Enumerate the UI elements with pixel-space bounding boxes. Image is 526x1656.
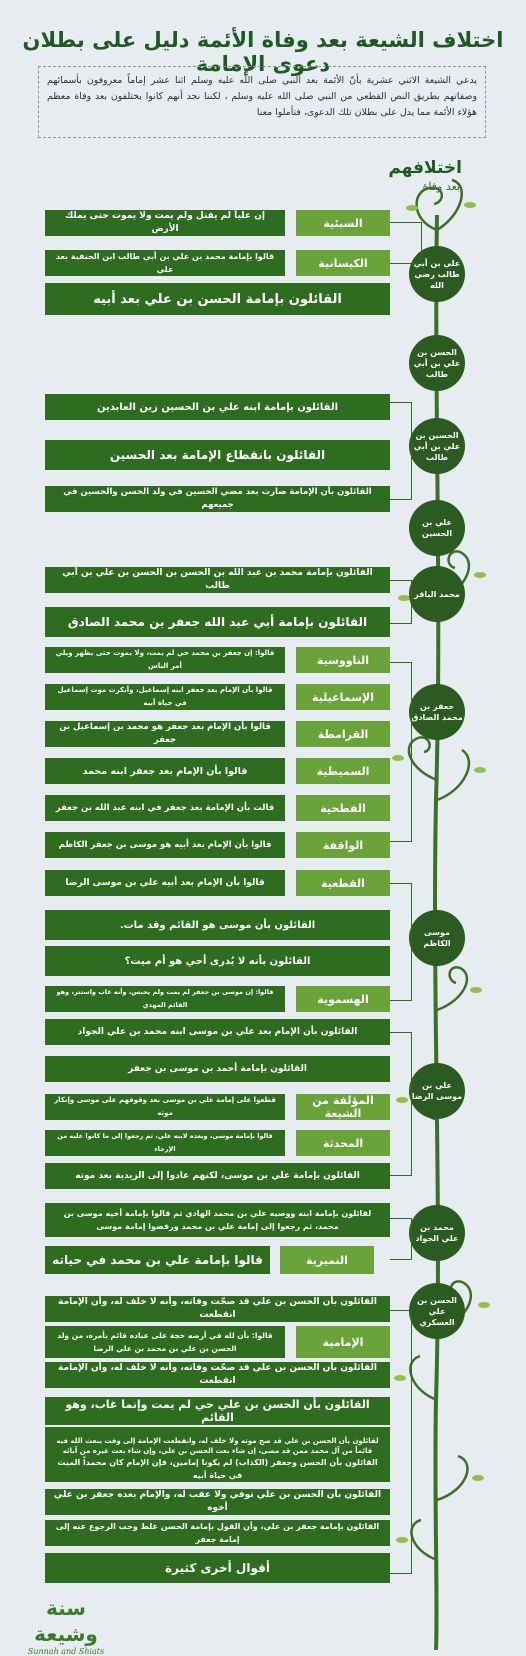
opinion-box: القائلون بانقطاع الإمامة بعد الحسين [45, 440, 390, 470]
opinion-box: القائلون بإمامة جعفر بن علي، وأن القول بإمامة الحسن غلط وجب الرجوع عنه إلى إمامة جعفر [45, 1520, 390, 1546]
opinion-box: القائلون بأن الحسن بن علي قد صحّت وفاته، وأنه لا خلف له، وأن الإمامة انقطعت [45, 1362, 390, 1388]
imam-circle-jawad: محمد بن علي الجواد [409, 1205, 465, 1261]
opinion-box: قالوا: إن موسى بن جعفر لم يمت ولم يحبس، وأنه غاب واستتر، وهو القائم المهدي [45, 986, 285, 1012]
connector-askari [390, 1310, 412, 1574]
opinion-box: القائلون بأن الحسن وجعفر (الكذاب) لم يكونا إمامين، فإن الإمام كان محمداً الميت في حياة أبيه [45, 1456, 390, 1482]
opinion-box: قالوا بإمامة محمد بن علي بن أبي طالب ابن الحنفية بعد علي [45, 250, 285, 276]
opinion-box: القائلون بإمامة علي بن موسى، لكنهم عادوا إلى الزيدية بعد موته [45, 1163, 390, 1189]
opinion-box: قالوا بأن الإمام بعد أبيه علي بن موسى الرضا [45, 870, 285, 896]
logo-english: Sunnah and Shiats [27, 1647, 105, 1656]
opinion-box: لقائلون بأن الحسن بن علي قد صح موته ولا خلف له، وانقطعت الإمامة إلى وقت يبعث الله فيه قائماً من آل محمد ممن قد مضى، إن شاء بعث الحسن بن علي، وإن شاء بعث غيره من آبائه [45, 1427, 390, 1465]
imam-circle-baqir: محمد الباقر [409, 566, 465, 622]
opinion-box: قطعوا على إمامة علي بن موسى بعد وقوفهم على موسى وإنكار موته [45, 1094, 285, 1120]
opinion-box: قالوا بإمامة علي بن محمد في حياته [45, 1246, 270, 1274]
site-logo [16, 1595, 116, 1656]
sect-label: القطعية [296, 870, 390, 896]
sect-label: القرامطة [296, 721, 390, 747]
opinion-box: قالوا بإمامة موسى، وبعده لابنه علي، ثم رجعوا إلى ما كانوا عليه من الإرجاء [45, 1130, 285, 1156]
opinion-box: القائلون بأن الحسن بن علي قد صحّت وفاته، وأنه لا خلف له، وأن الإمامة انقطعت [45, 1296, 390, 1322]
sect-label: النميرية [280, 1246, 374, 1274]
connector-rida [390, 1032, 412, 1176]
opinion-box: أقوال أخرى كثيرة [45, 1553, 390, 1583]
opinion-box: القائلون بإمامة أبي عبد الله جعفر بن محمد الصادق [45, 607, 390, 637]
logo-arabic: سنة وشيعة [34, 1596, 98, 1646]
sect-label: الواقفة [296, 832, 390, 858]
imam-circle-askari: الحسن بن علي العسكري [409, 1283, 465, 1339]
connector-sadiq [390, 662, 412, 842]
opinion-box: القائلون بإمامة الحسن بن علي بعد أبيه [45, 283, 390, 315]
connector-hasan [390, 402, 412, 500]
opinion-box: قالوا بأن الإمام بعد أبيه هو موسى بن جعفر الكاظم [45, 832, 285, 858]
connector-ali [390, 222, 422, 264]
sect-label: الناووسية [296, 647, 390, 673]
opinion-box: قالوا بأن الإمام بعد جعفر ابنه محمد [45, 758, 285, 784]
section-subtitle: بعد وفاة [422, 180, 460, 193]
opinion-box: قالوا: بأن لله في أرضه حجة على عباده قائم بأمره، من ولد الحسن بن علي بن محمد بن علي الرضا [45, 1326, 285, 1358]
sect-label: السميطية [296, 758, 390, 784]
opinion-box: قالوا بأن الإمام بعد جعفر ابنه إسماعيل، وأنكرت موت إسماعيل في حياة أبيه [45, 684, 285, 710]
opinion-box: القائلون بأنه لا يُدرى أحي هو أم ميت؟ [45, 946, 390, 976]
opinion-box: القائلون بأن موسى هو القائم وقد مات. [45, 910, 390, 940]
sect-label: الفطحية [296, 795, 390, 821]
sect-label: المؤلفة من الشيعة [296, 1094, 390, 1120]
imam-circle-rida: علي بن موسى الرضا [409, 1063, 465, 1119]
imam-circle-ali-ibn-husayn: علي بن الحسين [409, 500, 465, 556]
opinion-box: إن علياً لم يقتل ولم يمت ولا يموت حتى يملك الأرض [45, 210, 285, 236]
page-title: اختلاف الشيعة بعد وفاة الأئمة دليل على بطلان دعوى الإمامة [22, 28, 504, 76]
sect-label: الإمامية [296, 1326, 390, 1358]
sect-label: المحدثة [296, 1130, 390, 1156]
opinion-box: القائلون بأن الإمامة صارت بعد مضي الحسين في ولد الحسن والحسين في جميعهم [45, 486, 390, 512]
opinion-box: قالوا بأن الإمام بعد جعفر هو محمد بن إسماعيل بن جعفر [45, 721, 285, 747]
connector-jawad [390, 1218, 412, 1260]
opinion-box: القائلون بإمامة ابنه علي بن الحسين زين العابدين [45, 394, 390, 420]
sect-label: الهسموية [296, 986, 390, 1012]
connector-kazim [390, 883, 412, 1001]
section-title: اختلافهم [388, 158, 462, 178]
sect-label: الإسماعيلية [296, 684, 390, 710]
imam-circle-hasan: الحسن بن علي بن أبي طالب [409, 335, 465, 391]
imam-circle-husayn: الحسين بن علي بن أبي طالب [409, 418, 465, 474]
opinion-box: القائلون بأن الإمام بعد علي بن موسى ابنه محمد بن علي الجواد [45, 1019, 390, 1045]
imam-circle-kazim: موسى الكاظم [409, 910, 465, 966]
opinion-box: القائلون بإمامة أحمد بن موسى بن جعفر [45, 1056, 390, 1082]
opinion-box: القائلون بأن الحسن بن علي حي لم يمت وإنما غاب، وهو القائم [45, 1397, 390, 1425]
imam-circle-sadiq: جعفر بن محمد الصادق [409, 684, 465, 740]
opinion-box: القائلون بأن الحسن بن علي توفي ولا عقب له، والإمام بعده جعفر بن علي أخوه [45, 1489, 390, 1515]
sect-label: السبئية [296, 210, 390, 236]
imam-circle-ali: علي بن أبي طالب رضي الله [409, 246, 465, 302]
opinion-box: لقائلون بإمامة ابنه ووصيه علي بن محمد الهادي ثم قالوا بإمامة أخيه موسى بن محمد، ثم رجعوا إلى إمامة علي بن محمد ورفضوا إمامة موسى [45, 1203, 390, 1237]
sect-label: الكيسانية [296, 250, 390, 276]
opinion-box: القائلون بإمامة محمد بن عبد الله بن الحسن بن الحسن بن علي بن أبي طالب [45, 567, 390, 593]
intro-paragraph: يدعي الشيعة الاثني عشرية بأنّ الأئمة بعد النبي صلى الله عليه وسلم اثنا عشر إماماً معروفون بأسمائهم وصفاتهم بطريق النص القطعي من النبي صلى الله عليه وسلم ، لكننا نجد أنهم كانوا يختلفون بعد وفاة معظم هؤلاء الأئمة مما يدل على بطلان تلك الدعوى، فتأملوا معنا [38, 66, 486, 138]
opinion-box: قالت بأن الإمامة بعد جعفر في ابنه عبد الله بن جعفر [45, 795, 285, 821]
opinion-box: قالوا: إن جعفر بن محمد حي لم يمت، ولا يموت حتى يظهر ويلي أمر الناس [45, 647, 285, 673]
connector-baqir [390, 580, 412, 624]
